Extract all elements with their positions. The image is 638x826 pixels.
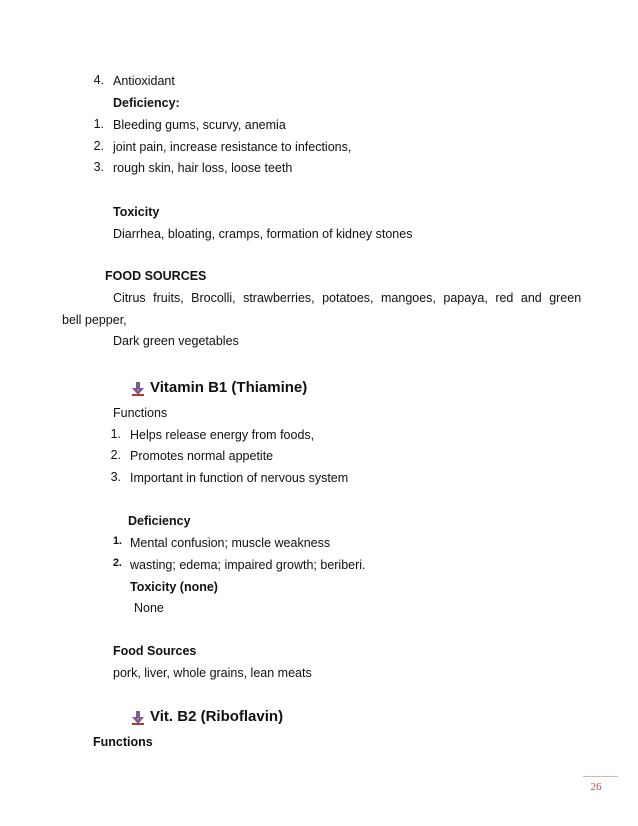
list-number: 4.: [93, 73, 104, 87]
list-item: joint pain, increase resistance to infections,: [113, 140, 352, 154]
list-item: Mental confusion; muscle weakness: [130, 536, 331, 550]
bullet-arrow-icon: [131, 710, 145, 726]
list-item: wasting; edema; impaired growth; beriberi.: [130, 558, 366, 572]
list-item: rough skin, hair loss, loose teeth: [113, 161, 293, 175]
functions-heading: Functions: [93, 735, 153, 749]
deficiency-heading: Deficiency:: [113, 96, 180, 110]
functions-heading: Functions: [113, 406, 168, 420]
list-item: Important in function of nervous system: [130, 471, 349, 485]
list-item: Antioxidant: [113, 74, 175, 88]
list-number: 2.: [110, 448, 121, 462]
toxicity-heading: Toxicity (none): [130, 580, 218, 594]
toxicity-text: None: [134, 601, 164, 615]
list-item: Promotes normal appetite: [130, 449, 274, 463]
food-sources-text: Citrus fruits, Brocolli, strawberries, potatoes, mangoes, papaya, red and green: [113, 291, 582, 305]
page-number-rule: [583, 776, 618, 777]
list-number: 3.: [110, 470, 121, 484]
food-sources-text-line3: Dark green vegetables: [113, 334, 239, 348]
vitamin-b1-heading: Vitamin B1 (Thiamine): [150, 379, 308, 396]
food-sources-heading: Food Sources: [113, 644, 197, 658]
list-number: 1.: [93, 117, 104, 131]
food-sources-text: pork, liver, whole grains, lean meats: [113, 666, 312, 680]
list-number: 1.: [112, 535, 122, 547]
vitamin-b2-heading: Vit. B2 (Riboflavin): [150, 708, 284, 725]
list-number: 2.: [112, 557, 122, 569]
toxicity-text: Diarrhea, bloating, cramps, formation of kidney stones: [113, 227, 413, 241]
list-number: 1.: [110, 427, 121, 441]
toxicity-heading: Toxicity: [113, 205, 160, 219]
list-item: Bleeding gums, scurvy, anemia: [113, 118, 286, 132]
list-number: 2.: [93, 139, 104, 153]
list-item: Helps release energy from foods,: [130, 428, 315, 442]
food-sources-text-continued: bell pepper,: [62, 313, 127, 327]
page-number: 26: [590, 781, 602, 793]
list-number: 3.: [93, 160, 104, 174]
deficiency-heading: Deficiency: [128, 514, 191, 528]
food-sources-heading: FOOD SOURCES: [105, 269, 207, 283]
bullet-arrow-icon: [131, 381, 145, 397]
